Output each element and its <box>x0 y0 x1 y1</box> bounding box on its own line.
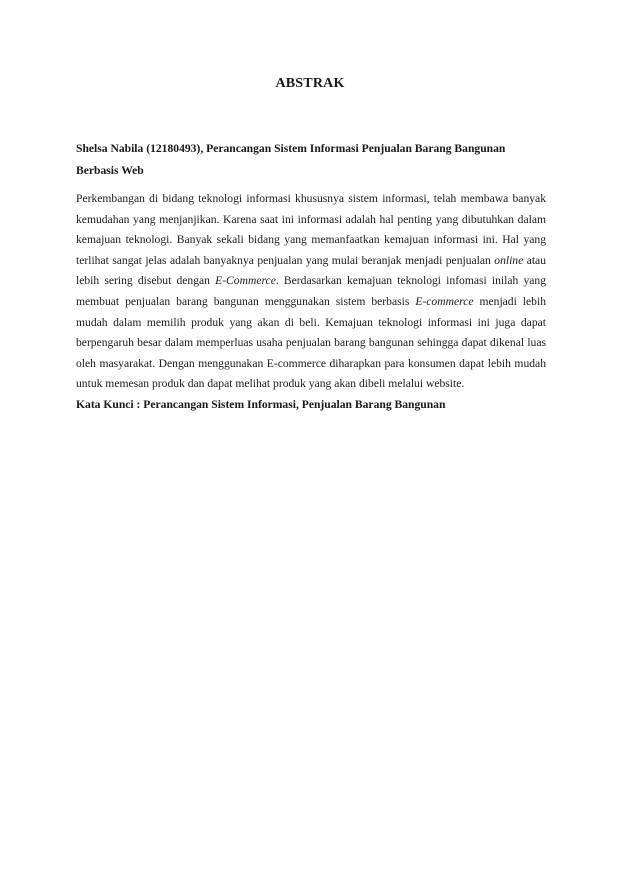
abstract-body <box>76 189 546 416</box>
abstract-italic-online: online <box>494 253 524 267</box>
author-title-heading: Shelsa Nabila (12180493), Perancangan Sistem Informasi Penjualan Barang Bangunan Berbasis Web <box>76 142 506 177</box>
abstract-paragraph <box>76 189 546 395</box>
abstract-text-part2: atau lebih sering disebut dengan <box>76 253 546 288</box>
abstract-text-part1: Perkembangan di bidang teknologi informasi khususnya sistem informasi, telah membawa banyak kemudahan yang menjanjikan. Karena saat ini informasi adalah hal penting yang dibutuhkan dalam kemajuan teknologi. Banyak sekali bidang yang memanfaatkan kemajuan informasi ini. Hal yang terlihat sangat jelas adalah banyaknya penjualan yang mulai beranjak menjadi penjualan <box>76 192 546 267</box>
abstract-text-part3: . Berdasarkan kemajuan teknologi infomasi inilah yang membuat penjualan barang bangunan menggunakan sistem berbasis <box>76 274 546 308</box>
keywords-line: Kata Kunci : Perancangan Sistem Informasi, Penjualan Barang Bangunan <box>76 397 446 411</box>
page-title: ABSTRAK <box>275 76 345 91</box>
abstract-text-part4: menjadi lebih mudah dalam memilih produk yang akan di beli. Kemajuan teknologi informasi ini juga dapat berpengaruh besar dalam memperluas usaha penjualan barang bangunan sehingga dapat dikenal luas oleh masyarakat. Dengan menggunakan E-commerce diharapkan para konsumen dapat lebih mudah untuk memesan produk dan dapat melihat produk yang akan dibeli melalui website. <box>76 294 546 391</box>
abstract-italic-ecommerce: E-Commerce <box>215 274 276 288</box>
abstract-italic-ecommerce-lower: E-commerce <box>415 294 474 308</box>
